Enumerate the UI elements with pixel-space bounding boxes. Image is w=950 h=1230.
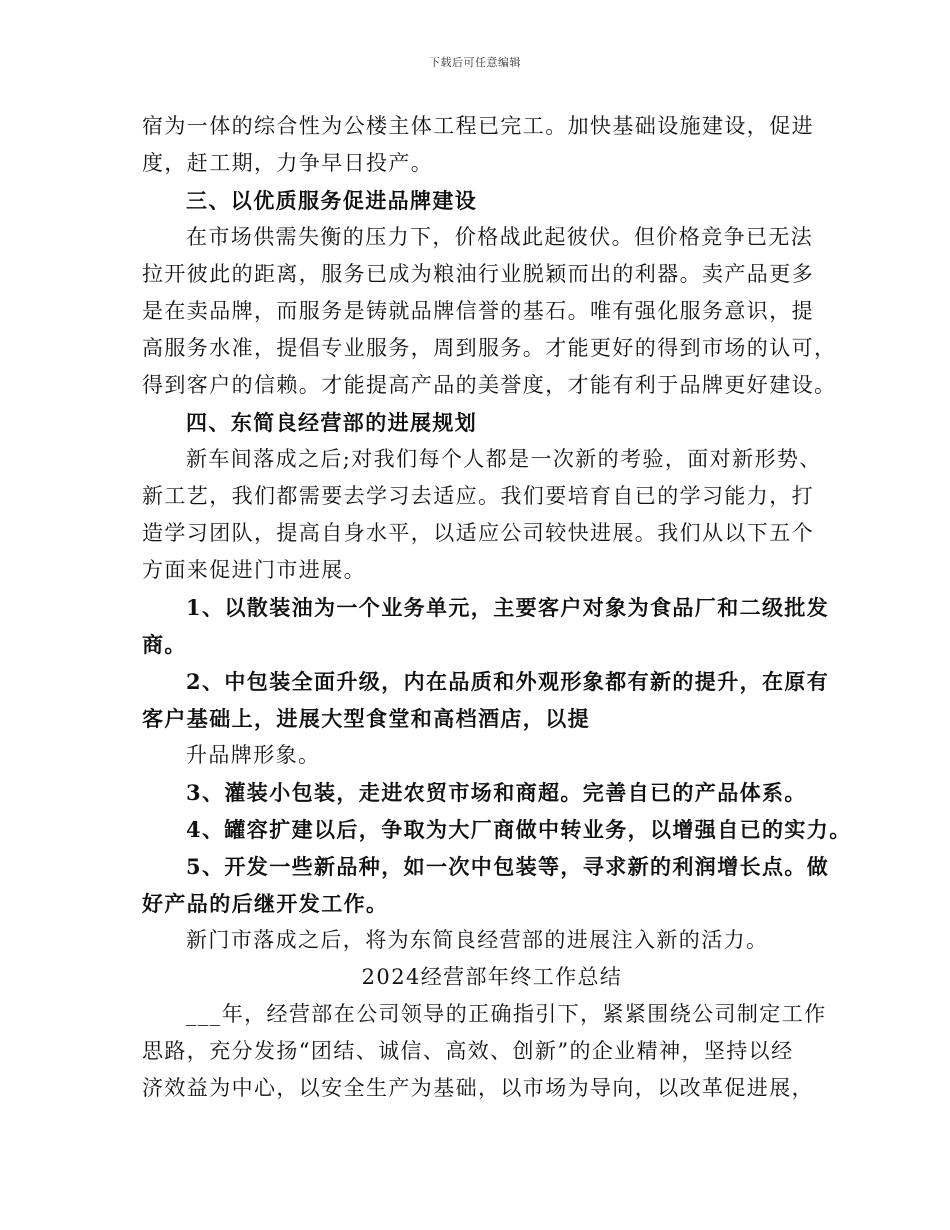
paragraph-line: 新工艺，我们都需要去学习去适应。我们要培育自已的学习能力，打 <box>142 484 814 508</box>
paragraph-line: 宿为一体的综合性为公楼主体工程已完工。加快基础设施建设，促进 <box>142 114 814 138</box>
section-heading: 三、以优质服务促进品牌建设 <box>186 188 478 213</box>
paragraph-line: 济效益为中心，以安全生产为基础，以市场为导向，以改革促进展， <box>142 1076 814 1100</box>
list-item-line: 客户基础上，进展大型食堂和高档酒店，以提 <box>142 706 590 731</box>
paragraph-line: 新门市落成之后，将为东简良经营部的进展注入新的活力。 <box>186 928 769 952</box>
paragraph-line: 度，赶工期，力争早日投产。 <box>142 151 434 175</box>
paragraph-line: 思路，充分发扬“团结、诚信、高效、创新”的企业精神，坚持以经 <box>142 1039 794 1063</box>
list-item-line: 5、开发一些新品种，如一次中包装等，寻求新的利润增长点。做 <box>186 854 830 879</box>
document-title: 2024经营部年终工作总结 <box>361 965 623 989</box>
list-item-line: 2、中包装全面升级，内在品质和外观形象都有新的提升，在原有 <box>186 669 830 694</box>
list-item-line: 4、罐容扩建以后，争取为大厂商做中转业务，以增强自已的实力。 <box>186 817 852 842</box>
section-heading: 四、东简良经营部的进展规划 <box>186 410 478 435</box>
list-item-line: 3、灌装小包装，走进农贸市场和商超。完善自已的产品体系。 <box>186 780 807 805</box>
paragraph-line: 高服务水准，提倡专业服务，周到服务。才能更好的得到市场的认可， <box>142 336 837 360</box>
paragraph-line: 在市场供需失衡的压力下，价格战此起彼伏。但价格竞争已无法 <box>186 225 814 249</box>
paragraph-line: 升品牌形象。 <box>186 743 321 767</box>
paragraph-line: 新车间落成之后;对我们每个人都是一次新的考验，面对新形势、 <box>186 447 822 471</box>
page-header: 下载后可任意编辑 <box>429 56 521 69</box>
paragraph-line: 拉开彼此的距离，服务已成为粮油行业脱颖而出的利器。卖产品更多 <box>142 262 814 286</box>
list-item-line: 好产品的后继开发工作。 <box>142 891 389 916</box>
paragraph-line: 造学习团队，提高自身水平，以适应公司较快进展。我们从以下五个 <box>142 521 814 545</box>
paragraph-line: 得到客户的信赖。才能提高产品的美誉度，才能有利于品牌更好建设。 <box>142 373 837 397</box>
paragraph-line: ___年，经营部在公司领导的正确指引下，紧紧围绕公司制定工作 <box>186 1002 827 1026</box>
list-item-line: 1、以散装油为一个业务单元，主要客户对象为食品厂和二级批发 <box>186 595 830 620</box>
document-body <box>142 108 852 1107</box>
paragraph-line: 方面来促进门市进展。 <box>142 558 366 582</box>
list-item-line: 商。 <box>142 632 187 657</box>
paragraph-line: 是在卖品牌，而服务是铸就品牌信誉的基石。唯有强化服务意识，提 <box>142 299 814 323</box>
